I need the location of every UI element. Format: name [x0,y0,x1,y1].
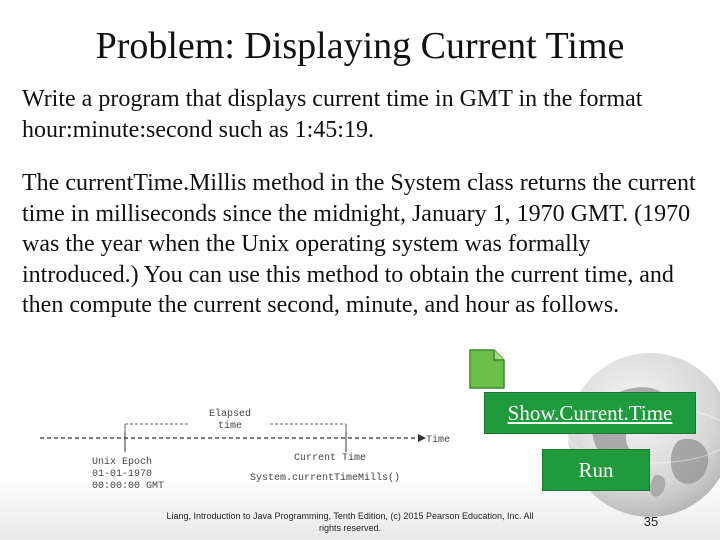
elapsed-label-2: time [217,421,243,432]
document-icon[interactable] [466,346,508,392]
footer-citation [130,510,570,534]
footer-line-1: Liang, Introduction to Java Programming, Tenth Edition, (c) 2015 Pearson Education, Inc. All [166,511,534,521]
epoch-label-1: Unix Epoch [92,457,153,468]
problem-statement: Write a program that displays current time in GMT in the format hour:minute:second such as 1:45:19. [22,86,643,143]
timeline-diagram [30,398,470,498]
run-button[interactable]: Run [542,449,650,491]
elapsed-label-1: Elapsed [208,409,252,420]
slide-title: Problem: Displaying Current Time [95,25,625,67]
time-axis-label: Time [426,435,451,446]
show-current-time-button[interactable]: Show.Current.Time [484,392,696,434]
page-number: 35 [643,514,659,529]
epoch-label-2: 01-01-1970 [92,469,153,480]
current-time-label-1: Current Time [294,453,367,464]
current-time-label-2: System.currentTimeMills() [250,473,401,484]
footer-line-2: rights reserved. [318,523,382,533]
epoch-label-3: 00:00:00 GMT [92,481,165,492]
method-description: The currentTime.Millis method in the System class returns the current time in milliseconds since the midnight, January 1, 1970 GMT. (1970 was the year when the Unix operating system was formally introduced.) You can use this method to obtain the current time, and then compute the current second, minute, and hour as follows. [22,170,696,318]
